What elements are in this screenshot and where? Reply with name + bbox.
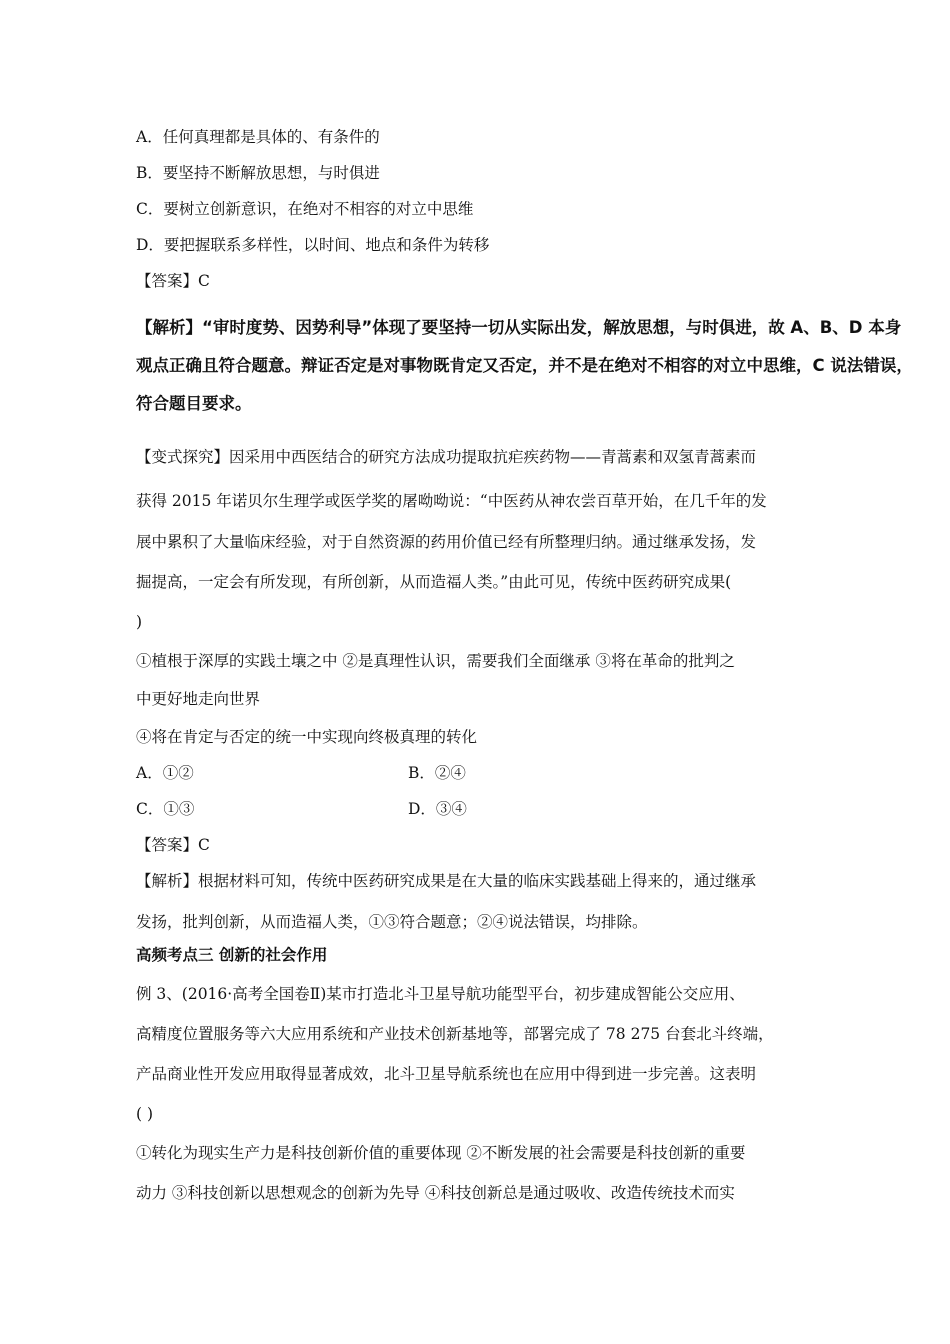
example3-statement-line-2: 动力 ③科技创新以思想观念的创新为先导 ④科技创新总是通过吸收、改造传统技术而实	[136, 1184, 735, 1202]
q1-analysis-line-3: 符合题目要求。	[136, 394, 252, 413]
q1-option-b: B．要坚持不断解放思想，与时俱进	[136, 164, 380, 182]
variant-statement-line-1: ①植根于深厚的实践土壤之中 ②是真理性认识，需要我们全面继承 ③将在革命的批判之	[136, 652, 735, 670]
example3-stem-line-2: 高精度位置服务等六大应用系统和产业技术创新基地等，部署完成了 78 275 台套北斗终端，	[136, 1025, 774, 1043]
variant-statement-line-2: 中更好地走向世界	[136, 690, 261, 708]
q1-option-a: A．任何真理都是具体的、有条件的	[136, 128, 380, 146]
variant-stem-line-1: 【变式探究】因采用中西医结合的研究方法成功提取抗疟疾药物——青蒿素和双氢青蒿素而	[136, 448, 757, 466]
variant-answer: 【答案】C	[136, 836, 210, 854]
variant-analysis-line-2: 发扬，批判创新，从而造福人类，①③符合题意；②④说法错误，均排除。	[136, 913, 648, 931]
variant-stem-line-3: 展中累积了大量临床经验，对于自然资源的药用价值已经有所整理归纳。通过继承发扬，发	[136, 533, 757, 551]
section-heading: 高频考点三 创新的社会作用	[136, 946, 328, 964]
q1-option-c: C．要树立创新意识，在绝对不相容的对立中思维	[136, 200, 474, 218]
q1-option-d: D．要把握联系多样性，以时间、地点和条件为转移	[136, 236, 490, 254]
example3-statement-line-1: ①转化为现实生产力是科技创新价值的重要体现 ②不断发展的社会需要是科技创新的重要	[136, 1144, 746, 1162]
variant-option-b: B．②④	[408, 764, 466, 782]
variant-option-c: C．①③	[136, 800, 195, 818]
variant-analysis-line-1: 【解析】根据材料可知，传统中医药研究成果是在大量的临床实践基础上得来的，通过继承	[136, 872, 757, 890]
variant-stem-line-5: )	[136, 613, 143, 631]
variant-option-a: A．①②	[136, 764, 194, 782]
variant-option-d: D．③④	[408, 800, 467, 818]
example3-stem-line-4: ( )	[136, 1105, 154, 1123]
variant-stem-line-4: 掘提高，一定会有所发现，有所创新，从而造福人类。”由此可见，传统中医药研究成果(	[136, 573, 732, 591]
q1-analysis-line-2: 观点正确且符合题意。辩证否定是对事物既肯定又否定，并不是在绝对不相容的对立中思维，C 说法错误，	[136, 356, 913, 375]
variant-stem-line-2: 获得 2015 年诺贝尔生理学或医学奖的屠呦呦说：“中医药从神农尝百草开始，在几千年的发	[136, 492, 767, 510]
q1-analysis-line-1: 【解析】“审时度势、因势利导”体现了要坚持一切从实际出发，解放思想，与时俱进，故 A、B、D 本身	[136, 318, 902, 337]
example3-stem-line-1: 例 3、(2016·高考全国卷Ⅱ)某市打造北斗卫星导航功能型平台，初步建成智能公交应用、	[136, 985, 745, 1003]
q1-answer: 【答案】C	[136, 272, 210, 290]
example3-stem-line-3: 产品商业性开发应用取得显著成效，北斗卫星导航系统也在应用中得到进一步完善。这表明	[136, 1065, 757, 1083]
variant-statement-line-3: ④将在肯定与否定的统一中实现向终极真理的转化	[136, 728, 478, 746]
